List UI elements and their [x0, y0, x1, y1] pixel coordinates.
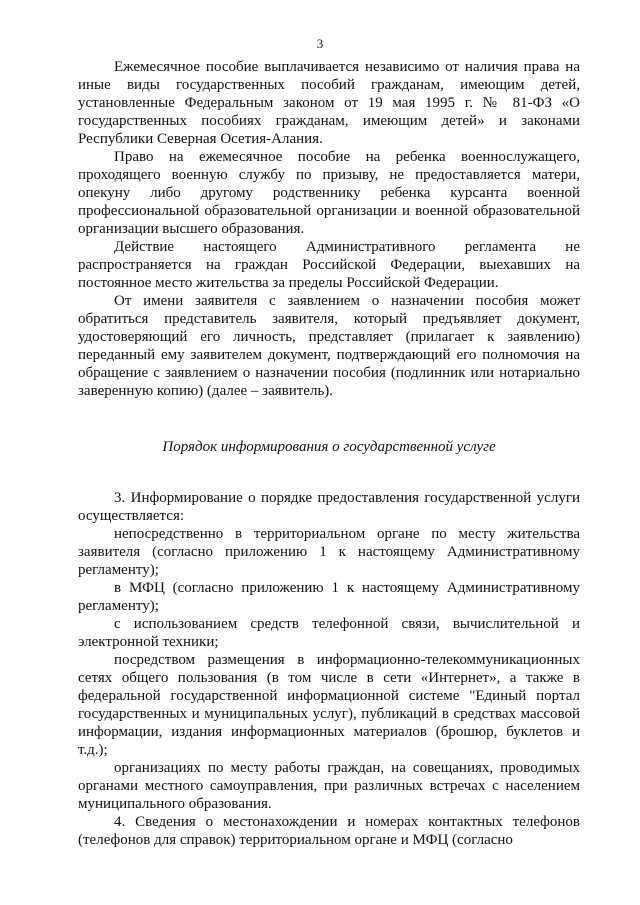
paragraph-informing-internet: посредством размещения в информационно-телекоммуникационных сетях общего пользования (в том числе в сети «Интернет», а также в федеральной государственной информационной системе "Единый портал государственных и муниципальных услуг), публикаций в средствах массовой информации, издания информационных материалов (брошюр, буклетов и т.д.);	[78, 652, 580, 758]
paragraph-contact-info: 4. Сведения о местонахождении и номерах контактных телефонов (телефонов для справок) территориальном органе и МФЦ (согласно	[78, 814, 580, 848]
document-body	[78, 58, 580, 849]
paragraph-informing-telephone: с использованием средств телефонной связи, вычислительной и электронной техники;	[78, 616, 580, 650]
paragraph-military-exclusion: Право на ежемесячное пособие на ребенка военнослужащего, проходящего военную службу по призыву, не предоставляется матери, опекуну либо другому родственнику ребенка курсанта военной профессиональной образовательной организации и военной образовательной организации высшего образования.	[78, 149, 580, 237]
paragraph-benefit-independence: Ежемесячное пособие выплачивается независимо от наличия права на иные виды государственных пособий гражданам, имеющим детей, установленные Федеральным законом от 19 мая 1995 г. № 81-ФЗ «О государственных пособиях гражданам, имеющим детей» и законами Республики Северная Осетия-Алания.	[78, 59, 580, 147]
paragraph-informing-mfc: в МФЦ (согласно приложению 1 к настоящему Административному регламенту);	[78, 580, 580, 614]
paragraph-informing-organizations: организациях по месту работы граждан, на совещаниях, проводимых органами местного самоуправления, при различных встречах с населением муниципального образования.	[78, 760, 580, 812]
page-number: 3	[316, 36, 324, 51]
section-heading: Порядок информирования о государственной услуге	[162, 439, 496, 455]
paragraph-informing-intro: 3. Информирование о порядке предоставления государственной услуги осуществляется:	[78, 490, 580, 524]
paragraph-regulation-scope: Действие настоящего Административного регламента не распространяется на граждан Российской Федерации, выехавших на постоянное место жительства за пределы Российской Федерации.	[78, 239, 580, 291]
paragraph-representative: От имени заявителя с заявлением о назначении пособия может обратиться представитель заявителя, который предъявляет документ, удостоверяющий его личность, представляет (прилагает к заявлению) переданный ему заявителем документ, подтверждающий его полномочия на обращение с заявлением о назначении пособия (подлинник или нотариально заверенную копию) (далее – заявитель).	[78, 293, 580, 399]
paragraph-informing-territorial: непосредственно в территориальном органе по месту жительства заявителя (согласно приложению 1 к настоящему Административному регламенту);	[78, 526, 580, 578]
